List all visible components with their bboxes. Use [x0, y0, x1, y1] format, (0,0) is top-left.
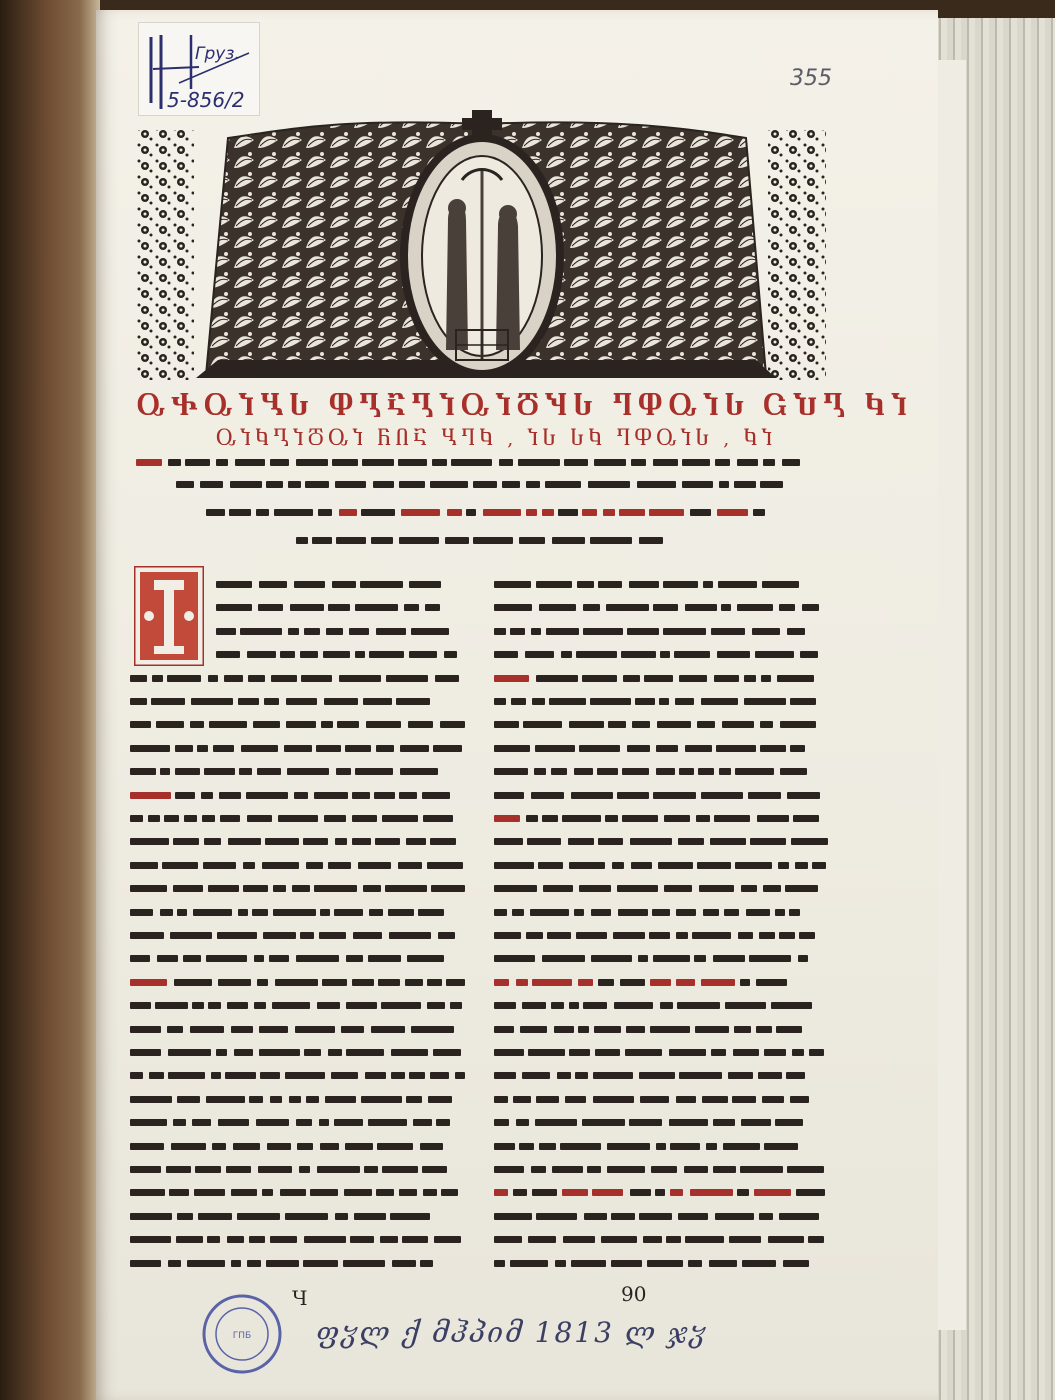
- book-binding-edge: [0, 0, 100, 1400]
- woodcut-headpiece: [136, 110, 836, 400]
- text-line: [130, 672, 466, 684]
- text-line: [130, 765, 466, 777]
- text-line: [494, 625, 830, 637]
- text-line: [130, 859, 466, 871]
- signature-mark: Ч: [292, 1286, 308, 1310]
- text-line: [494, 859, 830, 871]
- text-line: [494, 1116, 830, 1128]
- svg-text:5-856/2: 5-856/2: [167, 88, 245, 112]
- text-line: [494, 695, 830, 707]
- library-stamp: [200, 1292, 284, 1376]
- text-line: [130, 695, 466, 707]
- text-line: [130, 1186, 466, 1198]
- text-line: [130, 1046, 466, 1058]
- text-line: [494, 1093, 830, 1105]
- handwritten-note: ფჳლ ქ მჰპიმ 1813 ლ ჯჳ: [316, 1316, 708, 1349]
- text-line: [130, 812, 466, 824]
- text-line: [130, 1233, 466, 1245]
- text-line: [494, 882, 830, 894]
- text-line: [494, 1210, 830, 1222]
- text-line: [136, 456, 826, 468]
- text-line: [494, 929, 830, 941]
- text-line: [130, 742, 466, 754]
- text-line: [176, 478, 796, 490]
- text-line: [216, 625, 466, 637]
- text-line: [494, 976, 830, 988]
- text-line: [494, 1046, 830, 1058]
- book-title-line-1: ႭႵႭႨႡႱ ႴႢႠႢႨႭႨႣႯႱ ႤႴႭႨႱ ႺႮႢ ႩႨ: [136, 392, 913, 422]
- text-line: [216, 578, 466, 590]
- text-line: [206, 506, 766, 518]
- shelf-label-handwriting: [139, 23, 259, 115]
- text-line: [130, 882, 466, 894]
- folio-number: 90: [621, 1282, 647, 1306]
- text-line: [130, 1116, 466, 1128]
- text-line: [130, 1023, 466, 1035]
- text-line: [494, 1257, 830, 1269]
- ornamental-initial: [134, 566, 204, 666]
- text-line: [130, 718, 466, 730]
- text-line: [130, 952, 466, 964]
- text-line: [494, 1023, 830, 1035]
- text-line: [494, 952, 830, 964]
- text-line: [130, 999, 466, 1011]
- text-line: [494, 1140, 830, 1152]
- text-line: [130, 1257, 466, 1269]
- svg-text:Груз.: Груз.: [195, 44, 240, 64]
- text-line: [494, 672, 830, 684]
- text-line: [494, 742, 830, 754]
- text-line: [494, 789, 830, 801]
- text-line: [494, 1233, 830, 1245]
- book-title-line-2: ႭႨႩႢႨႣႭႨ ႬႶႠ ႡႤႩ , ႨႱ ႱႩ ႤႴႭႨႱ , ႩႨ: [215, 428, 777, 450]
- text-line: [494, 1069, 830, 1081]
- library-shelf-label: [138, 22, 260, 116]
- page-edge-strip: [935, 60, 966, 1330]
- text-line: [494, 999, 830, 1011]
- text-line: [494, 835, 830, 847]
- svg-text:ГПБ: ГПБ: [232, 1331, 252, 1341]
- text-line: [494, 601, 830, 613]
- printed-page: [96, 10, 938, 1400]
- text-line: [130, 1069, 466, 1081]
- text-line: [130, 1163, 466, 1175]
- text-line: [494, 906, 830, 918]
- text-line: [130, 789, 466, 801]
- text-line: [494, 648, 830, 660]
- text-line: [216, 601, 466, 613]
- text-line: [494, 812, 830, 824]
- page-number: 355: [790, 66, 832, 91]
- text-line: [130, 906, 466, 918]
- text-line: [494, 1186, 830, 1198]
- text-line: [494, 765, 830, 777]
- text-line: [130, 1210, 466, 1222]
- text-line: [216, 648, 466, 660]
- text-line: [130, 1093, 466, 1105]
- text-line: [130, 976, 466, 988]
- text-line: [296, 534, 676, 546]
- text-line: [130, 835, 466, 847]
- text-line: [130, 1140, 466, 1152]
- text-line: [494, 718, 830, 730]
- text-line: [130, 929, 466, 941]
- text-line: [494, 578, 830, 590]
- text-line: [494, 1163, 830, 1175]
